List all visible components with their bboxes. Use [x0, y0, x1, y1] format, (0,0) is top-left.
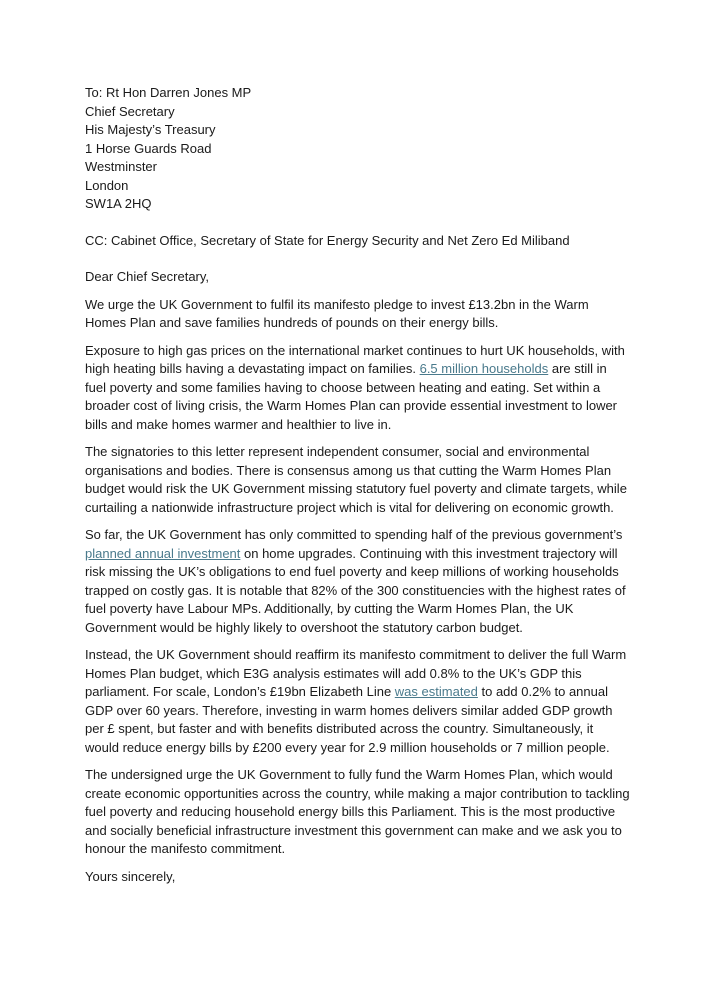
paragraph-text: So far, the UK Government has only committed to spending half of the previous government’s [85, 527, 623, 542]
address-line-title: Chief Secretary [85, 103, 175, 119]
address-line-postcode: SW1A 2HQ [85, 196, 152, 211]
planned-annual-investment-link[interactable]: planned annual investment [85, 545, 241, 561]
salutation: Dear Chief Secretary, [85, 269, 210, 284]
paragraph-text: to add 0.2% to annual GDP over 60 years. Therefore, investing in warm homes delivers similar added GDP growth per £ spent, but faster and with benefits distributed across the country. Simultaneously, it would reduce energy bills by £200 every year for 2.9 million households or 7 million people. [85, 684, 613, 755]
elizabeth-line-estimate-link[interactable]: was estimated [394, 684, 478, 699]
paragraph-text: are still in fuel poverty and some families having to choose between heating and eating. Set within a broader cost of living crisis, the Warm Homes Plan can provide essential investment to lower bills and make homes warmer and healthier to live in. [85, 361, 618, 432]
address-line-recipient: To: Rt Hon Darren Jones MP [85, 85, 252, 100]
paragraph-signatories: The signatories to this letter represent independent consumer, social and environmental organisations and bodies. There is consensus among us that cutting the Warm Homes Plan budget would risk the UK Government missing statutory fuel poverty and climate targets, while curtailing a nationwide infrastructure project which is vital for delivering on economic growth. [85, 444, 627, 515]
closing-signoff: Yours sincerely, [85, 868, 176, 884]
fuel-poverty-households-link[interactable]: 6.5 million households [419, 361, 549, 376]
paragraph-investment-commitment [85, 526, 630, 637]
address-line-city: London [85, 177, 129, 193]
address-line-organisation: His Majesty’s Treasury [85, 122, 216, 137]
cc-line: CC: Cabinet Office, Secretary of State for Energy Security and Net Zero Ed Miliband [85, 232, 570, 248]
address-line-area: Westminster [85, 159, 157, 174]
paragraph-gas-prices [85, 342, 630, 435]
paragraph-gdp-growth [85, 646, 630, 757]
paragraph-text: Exposure to high gas prices on the international market continues to hurt UK households, with high heating bills having a devastating impact on families. [85, 342, 625, 376]
paragraph-text: on home upgrades. Continuing with this investment trajectory will risk missing the UK’s obligations to end fuel poverty and keep millions of working households trapped on costly gas. It is notable that 82% of the 300 constituencies with the highest rates of fuel poverty have Labour MPs. Additionally, by cutting the Warm Homes Plan, the UK Government would be highly likely to overshoot the statutory carbon budget. [85, 545, 626, 635]
letter-page [85, 84, 630, 886]
paragraph-manifesto-pledge: We urge the UK Government to fulfil its manifesto pledge to invest £13.2bn in the Warm Homes Plan and save families hundreds of pounds on their energy bills. [85, 296, 589, 330]
paragraph-text: Instead, the UK Government should reaffirm its manifesto commitment to deliver the full Warm Homes Plan budget, which E3G analysis estimates will add 0.8% to the UK’s GDP this parliament. For scale, London’s £19bn Elizabeth Line [85, 647, 627, 699]
recipient-address-block [85, 84, 630, 214]
address-line-street: 1 Horse Guards Road [85, 140, 212, 156]
paragraph-call-to-action: The undersigned urge the UK Government to fully fund the Warm Homes Plan, which would create economic opportunities across the country, while making a major contribution to tackling fuel poverty and reducing household energy bills this Parliament. This is the most productive and socially beneficial infrastructure investment this government can make and we ask you to honour the manifesto commitment. [85, 767, 630, 856]
